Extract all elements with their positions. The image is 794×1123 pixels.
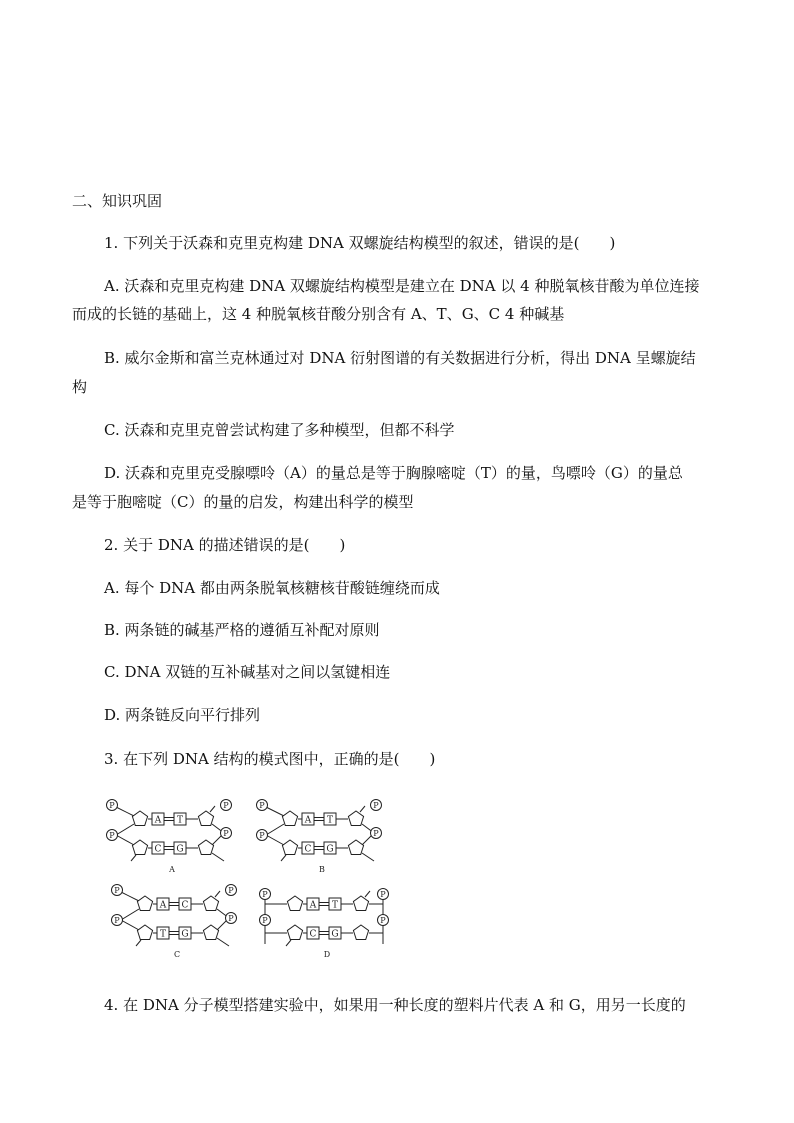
panel-c-sugar-left-bottom <box>137 925 152 940</box>
panel-c-sugar-left-top <box>137 896 152 911</box>
panel-b-phos-right-top-label: P <box>373 801 379 810</box>
panel-a-left-top-link <box>116 807 134 816</box>
panel-b-left-mid-link-b <box>266 835 284 845</box>
q2-option-d: D. 两条链反向平行排列 <box>104 706 261 724</box>
panel-b-base-top-right-letter: T <box>326 815 334 826</box>
q2-option-c: C. DNA 双链的互补碱基对之间以氢键相连 <box>104 663 391 681</box>
panel-c-base-top-right-letter: C <box>181 900 189 911</box>
panel-d-phos-left-top-label: P <box>262 890 268 899</box>
q1-option-a-line2: 而成的长链的基础上，这 4 种脱氧核苷酸分别含有 A、T、G、C 4 种碱基 <box>72 305 565 323</box>
panel-c-phos-left-mid-label: P <box>114 916 120 925</box>
panel-d-base-bottom-right-letter: G <box>331 929 339 940</box>
panel-d-phos-right-top-label: P <box>380 890 386 899</box>
panel-d-base-top-right-letter: T <box>331 900 339 911</box>
panel-a-sugar-left-top <box>132 811 147 826</box>
dna-structure-figure <box>100 795 400 965</box>
panel-b-base-top-left-letter: A <box>304 815 312 826</box>
panel-b-tail-left <box>281 855 286 861</box>
panel-c-base-bottom-right-letter: G <box>181 929 189 940</box>
panel-d-sugar-right-bottom <box>353 925 368 940</box>
panel-c-base-top-left-letter: A <box>159 900 167 911</box>
panel-c-sugar-right-top <box>203 896 218 911</box>
panel-d-sugar-right-top <box>353 896 368 911</box>
panel-d-label: D <box>323 950 331 959</box>
panel-c-sugar-right-bottom <box>203 925 218 940</box>
panel-c-right-bottom-link <box>217 938 229 946</box>
panel-b-sugar-right-bottom <box>348 840 363 855</box>
panel-d-tail-right <box>365 891 370 897</box>
panel-c-phos-right-top-label: P <box>228 886 234 895</box>
panel-d-phos-right-mid-label: P <box>380 916 386 925</box>
q1-option-a-line1: A. 沃森和克里克构建 DNA 双螺旋结构模型是建立在 DNA 以 4 种脱氧核苷酸为单位连接 <box>104 277 700 295</box>
panel-b-sugar-left-bottom <box>282 840 297 855</box>
q2-option-a: A. 每个 DNA 都由两条脱氧核糖核苷酸链缠绕而成 <box>104 579 440 597</box>
panel-a-base-bottom-left-letter: C <box>154 844 162 855</box>
panel-d-base-top-left-letter: A <box>309 900 317 911</box>
panel-a-sugar-right-bottom <box>198 840 213 855</box>
panel-d-base-bottom-left-letter: C <box>309 929 317 940</box>
panel-a-sugar-right-top <box>198 811 213 826</box>
panel-c-left-mid-link-a <box>121 909 139 920</box>
panel-c-left-mid-link-b <box>121 920 139 930</box>
panel-a-tail-left <box>131 855 136 861</box>
panel-b-right-bottom-link <box>362 853 374 861</box>
panel-d-phos-left-mid-label: P <box>262 916 268 925</box>
panel-c-left-top-link <box>121 892 139 901</box>
panel-a-phos-left-mid-label: P <box>109 831 115 840</box>
panel-a-right-bottom-link <box>212 853 224 861</box>
q4-stem: 4. 在 DNA 分子模型搭建实验中，如果用一种长度的塑料片代表 A 和 G，用另一长度的 <box>104 996 686 1014</box>
q1-option-d-line2: 是等于胞嘧啶（C）的量的启发，构建出科学的模型 <box>72 493 414 511</box>
panel-a-phos-right-mid-label: P <box>223 829 229 838</box>
panel-a-sugar-left-bottom <box>132 840 147 855</box>
q1-option-b-line2: 构 <box>72 378 88 396</box>
panel-a-label: A <box>169 865 175 874</box>
panel-b-left-top-link <box>266 807 284 816</box>
panel-a-base-top-left-letter: A <box>154 815 162 826</box>
panel-b-sugar-left-top <box>282 811 297 826</box>
panel-c-tail-right <box>215 891 220 897</box>
panel-a-phos-left-top-label: P <box>109 801 115 810</box>
panel-b-phos-left-top-label: P <box>259 801 265 810</box>
panel-d-sugar-left-top <box>287 896 302 911</box>
q1-option-c: C. 沃森和克里克曾尝试构建了多种模型，但都不科学 <box>104 421 455 439</box>
panel-c-phos-left-top-label: P <box>114 886 120 895</box>
q2-option-b: B. 两条链的碱基严格的遵循互补配对原则 <box>104 621 380 639</box>
panel-a-left-mid-link-b <box>116 835 134 845</box>
panel-c-base-bottom-left-letter: T <box>159 929 167 940</box>
q3-stem: 3. 在下列 DNA 结构的模式图中，正确的是( ) <box>104 750 436 768</box>
panel-b-base-bottom-left-letter: C <box>304 844 312 855</box>
panel-b-phos-left-mid-label: P <box>259 831 265 840</box>
q1-option-d-line1: D. 沃森和克里克受腺嘌呤（A）的量总是等于胸腺嘧啶（T）的量，鸟嘌呤（G）的量总 <box>104 464 683 482</box>
panel-b-label: B <box>319 865 325 874</box>
q1-option-b-line1: B. 威尔金斯和富兰克林通过对 DNA 衍射图谱的有关数据进行分析，得出 DNA 呈螺旋结 <box>104 349 696 367</box>
panel-b-sugar-right-top <box>348 811 363 826</box>
panel-b-base-bottom-right-letter: G <box>326 844 334 855</box>
panel-b-phos-right-mid-label: P <box>373 829 379 838</box>
panel-a-tail-right <box>210 806 215 812</box>
q1-stem: 1. 下列关于沃森和克里克构建 DNA 双螺旋结构模型的叙述，错误的是( ) <box>104 234 616 252</box>
panel-a-base-top-right-letter: T <box>176 815 184 826</box>
panel-d-tail-left <box>286 940 291 946</box>
panel-b-tail-right <box>360 806 365 812</box>
panel-c-phos-right-mid-label: P <box>228 914 234 923</box>
panel-a-base-bottom-right-letter: G <box>176 844 184 855</box>
panel-b-left-mid-link-a <box>266 824 284 835</box>
panel-a-phos-right-top-label: P <box>223 801 229 810</box>
q2-stem: 2. 关于 DNA 的描述错误的是( ) <box>104 536 346 554</box>
panel-a-left-mid-link-a <box>116 824 134 835</box>
section-heading: 二、知识巩固 <box>72 192 163 210</box>
dna-diagram-svg <box>100 795 400 965</box>
panel-c-label: C <box>173 950 181 959</box>
panel-d-sugar-left-bottom <box>287 925 302 940</box>
panel-c-tail-left <box>136 940 141 946</box>
